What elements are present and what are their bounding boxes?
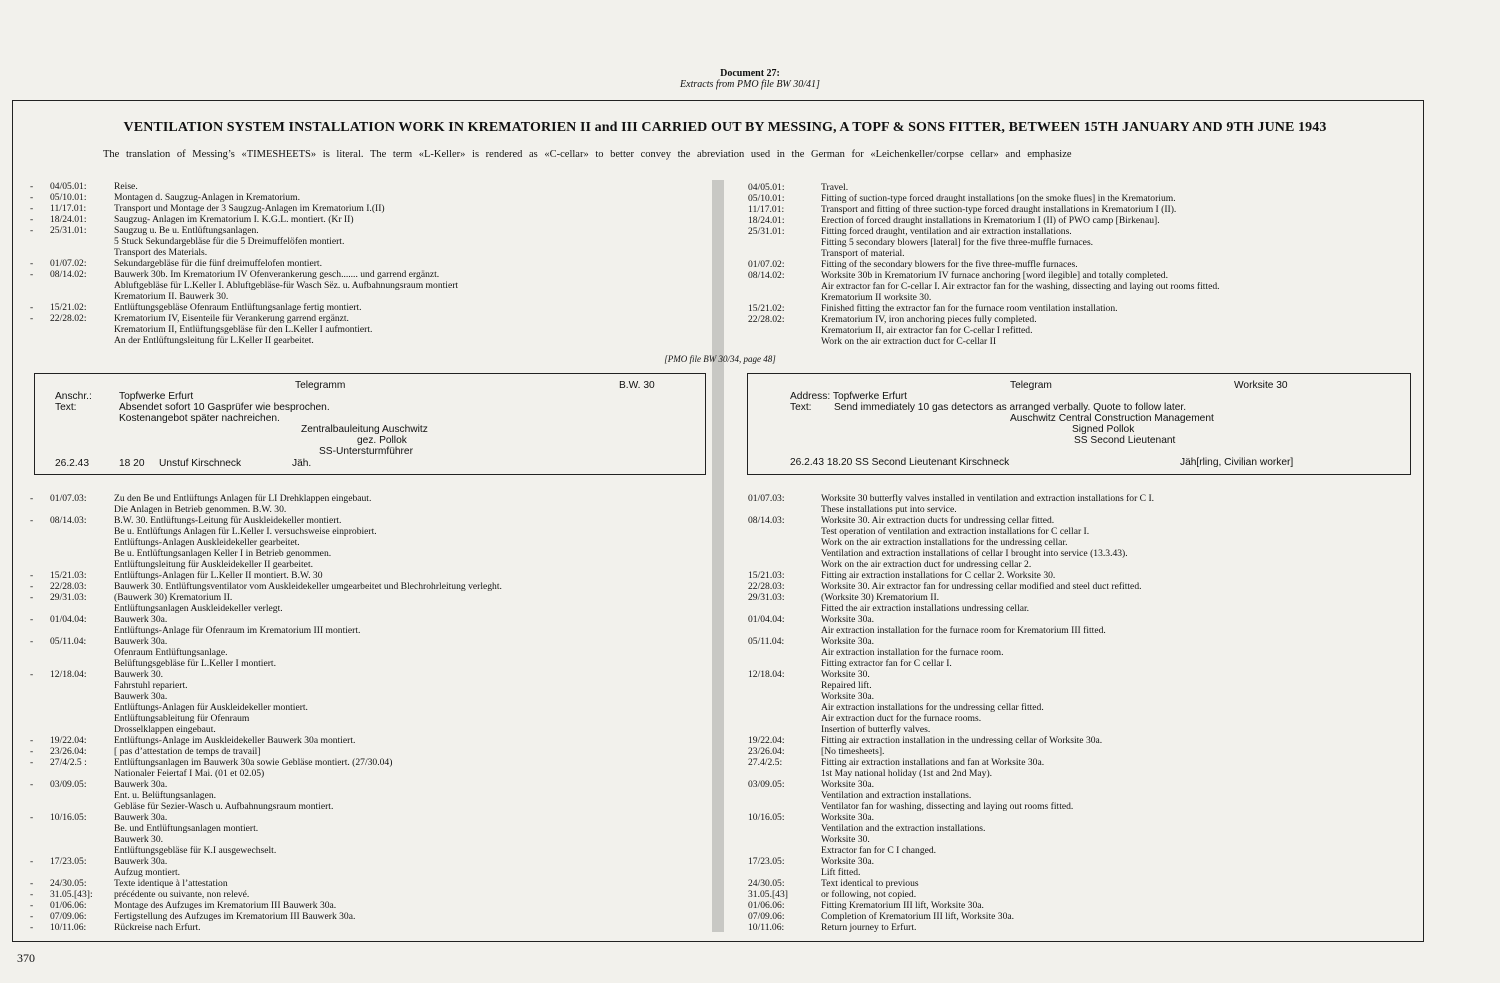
entry-line: Air extraction installation for the furnace room. — [821, 647, 1004, 658]
entry-line: Be. und Entlüftungsanlagen montiert. — [114, 823, 259, 834]
entry-date: 12/18.04: — [50, 669, 87, 680]
telegram-title: Telegramm — [295, 380, 346, 391]
timesheet-entry — [12, 203, 458, 214]
telegram-date: 26.2.43 — [55, 458, 89, 469]
entry-line: Krematorium II worksite 30. — [821, 292, 932, 303]
telegram-bw: B.W. 30 — [619, 380, 655, 391]
document-caption — [0, 68, 1500, 90]
entry-line: Krematorium IV, Eisenteile für Verankerung garrend ergänzt. — [114, 313, 349, 324]
timesheet-entry — [12, 922, 502, 933]
entry-date: 17/23.05: — [50, 856, 87, 867]
entry-line: Bauwerk 30. — [114, 834, 164, 845]
bullet-dash: - — [30, 493, 34, 504]
timesheet-entry — [748, 515, 1154, 570]
signature-line3: SS-Untersturmführer — [319, 446, 413, 457]
entry-date: 01/06.06: — [50, 900, 87, 911]
entry-line: Gebläse für Sezier-Wasch u. Aufbahnungsraum montiert. — [114, 801, 334, 812]
german-timesheet-top — [12, 181, 458, 346]
text-label: Text: — [790, 402, 812, 413]
entry-date: 19/22.04: — [50, 735, 87, 746]
signature-line3: SS Second Lieutenant — [1074, 435, 1176, 446]
document-number: Document 27: — [720, 68, 780, 79]
entry-date: 22/28.02: — [748, 314, 785, 325]
entry-date: 08/14.03: — [748, 515, 785, 526]
entry-line: Erection of forced draught installations in Krematorium I (II) of PWO camp [Birkenau]. — [821, 215, 1160, 226]
entry-line: Fitting forced draught, ventilation and air extraction installations. — [821, 226, 1072, 237]
telegram-dateline: 26.2.43 18.20 SS Second Lieutenant Kirschneck — [790, 457, 1010, 468]
timesheet-entry — [748, 303, 1220, 314]
text-label: Text: — [55, 402, 77, 413]
entry-date: 08/14.02: — [50, 269, 87, 280]
entry-date: 24/30.05: — [50, 878, 87, 889]
telegram-english — [747, 373, 1411, 475]
entry-line: Entlüftungsanlagen im Bauwerk 30a sowie Gebläse montiert. (27/30.04) — [114, 757, 393, 768]
entry-line: Worksite 30. — [821, 669, 870, 680]
entry-date: 04/05.01: — [748, 182, 785, 193]
entry-line: Ent. u. Belüftungsanlagen. — [114, 790, 217, 801]
entry-line: Work on the air extraction duct for C-cellar II — [821, 336, 997, 347]
entry-line: Repaired lift. — [821, 680, 872, 691]
entry-line: Worksite 30 butterfly valves installed in ventilation and extraction installations for C I. — [821, 493, 1155, 504]
entry-date: 08/14.03: — [50, 515, 87, 526]
entry-line: Be u. Entlüftungs Anlagen für L.Keller I. versuchsweise einprobiert. — [114, 526, 377, 537]
telegram-time: 18 20 — [119, 458, 145, 469]
entry-line: Fertigstellung des Aufzuges im Krematorium III Bauwerk 30a. — [114, 911, 356, 922]
entry-line: Worksite 30a. — [821, 779, 875, 790]
entry-line: Bauwerk 30a. — [114, 691, 168, 702]
entry-line: Completion of Krematorium III lift, Worksite 30a. — [821, 911, 1015, 922]
entry-line: Ventilation and extraction installations of cellar I brought into service (13.3.43). — [821, 548, 1128, 559]
entry-line: Be u. Entlüftungsanlagen Keller I in Betrieb genommen. — [114, 548, 332, 559]
signature-line1: Zentralbauleitung Auschwitz — [301, 424, 428, 435]
entry-date: 01/04.04: — [748, 614, 785, 625]
entry-date: 10/16.05: — [748, 812, 785, 823]
telegram-text-line1: Absendet sofort 10 Gasprüfer wie besprochen. — [119, 402, 330, 413]
english-timesheet-bottom — [748, 493, 1154, 933]
address-label: Anschr.: — [55, 391, 92, 402]
entry-line: Entlüftungs-Anlagen Auskleidekeller gearbeitet. — [114, 537, 300, 548]
timesheet-entry — [12, 757, 502, 779]
entry-line: Work on the air extraction installations for the undressing cellar. — [821, 537, 1068, 548]
telegram-text-line2: Kostenangebot später nachreichen. — [119, 413, 280, 424]
timesheet-entry — [12, 614, 502, 636]
entry-line: Worksite 30a. — [821, 812, 875, 823]
timesheet-entry — [748, 889, 1154, 900]
timesheet-entry — [12, 181, 458, 192]
entry-line: Texte identique à l’attestation — [114, 878, 228, 889]
entry-line: Worksite 30a. — [821, 636, 875, 647]
timesheet-entry — [748, 636, 1154, 669]
entry-line: Worksite 30a. — [821, 691, 875, 702]
bullet-dash: - — [30, 181, 34, 192]
entry-line: Worksite 30a. — [821, 614, 875, 625]
entry-date: 01/07.02: — [748, 259, 785, 270]
entry-date: 15/21.02: — [50, 302, 87, 313]
signature-line2: gez. Pollok — [357, 435, 407, 446]
timesheet-entry — [748, 669, 1154, 735]
entry-line: Sekundargebläse für die fünf dreimuffelofen montiert. — [114, 258, 322, 269]
timesheet-entry — [12, 636, 502, 669]
entry-line: Ventilator fan for washing, dissecting and laying out rooms fitted. — [821, 801, 1074, 812]
entry-date: 31.05.[43] — [748, 889, 788, 900]
entry-line: Entlüftungs-Anlage im Auskleidekeller Bauwerk 30a montiert. — [114, 735, 356, 746]
timesheet-entry — [748, 493, 1154, 515]
entry-line: Return journey to Erfurt. — [821, 922, 917, 933]
telegram-text-line1: Send immediately 10 gas detectors as arranged verbally. Quote to follow later. — [834, 402, 1187, 413]
timesheet-entry — [748, 812, 1154, 856]
entry-date: 15/21.02: — [748, 303, 785, 314]
timesheet-entry — [12, 581, 502, 592]
bullet-dash: - — [30, 878, 34, 889]
bullet-dash: - — [30, 779, 34, 790]
entry-date: 25/31.01: — [50, 225, 87, 236]
entry-date: 29/31.03: — [50, 592, 87, 603]
timesheet-entry — [12, 258, 458, 269]
timesheet-entry — [748, 746, 1154, 757]
bullet-dash: - — [30, 636, 34, 647]
page-number: 370 — [17, 951, 35, 965]
entry-date: 05/10.01: — [50, 192, 87, 203]
entry-line: Ventilation and extraction installations. — [821, 790, 972, 801]
entry-line: Air extraction installation for the furnace room for Krematorium III fitted. — [821, 625, 1106, 636]
entry-date: 03/09.05: — [748, 779, 785, 790]
entry-line: Bauwerk 30. — [114, 669, 164, 680]
telegram-german — [34, 373, 706, 475]
entry-date: 22/28.02: — [50, 313, 87, 324]
entry-line: Finished fitting the extractor fan for the furnace room ventilation installation. — [821, 303, 1118, 314]
timesheet-entry — [748, 592, 1154, 614]
entry-date: 01/07.03: — [50, 493, 87, 504]
entry-date: 10/16.05: — [50, 812, 87, 823]
timesheet-entry — [748, 259, 1220, 270]
timesheet-entry — [12, 214, 458, 225]
entry-line: Bauwerk 30a. — [114, 856, 168, 867]
timesheet-entry — [748, 900, 1154, 911]
entry-date: 01/06.06: — [748, 900, 785, 911]
bullet-dash: - — [30, 757, 34, 768]
entry-line: Montagen d. Saugzug-Anlagen in Krematorium. — [114, 192, 300, 203]
entry-line: An der Entlüftungsleitung für L.Keller II gearbeitet. — [114, 335, 314, 346]
telegram-jah: Jäh. — [292, 458, 312, 469]
entry-line: Belüftungsgebläse für L.Keller I montiert. — [114, 658, 276, 669]
entry-line: Work on the air extraction duct for undressing cellar 2. — [821, 559, 1032, 570]
telegram-title: Telegram — [1010, 380, 1052, 391]
entry-line: Fitted the air extraction installations undressing cellar. — [821, 603, 1030, 614]
bullet-dash: - — [30, 592, 34, 603]
entry-line: Krematorium IV, iron anchoring pieces fully completed. — [821, 314, 1037, 325]
entry-line: Transport and fitting of three suction-type forced draught installations in Krematorium I (II). — [821, 204, 1177, 215]
telegram-bw: Worksite 30 — [1234, 380, 1288, 391]
entry-date: 17/23.05: — [748, 856, 785, 867]
timesheet-entry — [748, 270, 1220, 303]
entry-line: Travel. — [821, 182, 849, 193]
entry-date: 01/04.04: — [50, 614, 87, 625]
bullet-dash: - — [30, 269, 34, 280]
entry-date: 01/07.02: — [50, 258, 87, 269]
timesheet-entry — [748, 204, 1220, 215]
entry-line: These installations put into service. — [821, 504, 957, 515]
bullet-dash: - — [30, 735, 34, 746]
telegram-jah: Jäh[rling, Civilian worker] — [1180, 457, 1294, 468]
telegram-officer: Unstuf Kirschneck — [159, 458, 242, 469]
entry-line: Entlüftungs-Anlagen für Auskleidekeller montiert. — [114, 702, 308, 713]
entry-line: Bauwerk 30a. — [114, 812, 168, 823]
entry-date: 22/28.03: — [50, 581, 87, 592]
timesheet-entry — [12, 900, 502, 911]
timesheet-entry — [748, 226, 1220, 259]
entry-line: Worksite 30a. — [821, 856, 875, 867]
entry-line: Entlüftungsgebläse Ofenraum Entlüftungsanlage fertig montiert. — [114, 302, 362, 313]
entry-line: Bauwerk 30a. — [114, 614, 168, 625]
entry-line: Transport und Montage der 3 Saugzug-Anlagen im Krematorium I.(II) — [114, 203, 385, 214]
entry-line: Saugzug u. Be u. Entlüftungsanlagen. — [114, 225, 259, 236]
entry-date: 15/21.03: — [50, 570, 87, 581]
english-timesheet-top — [748, 182, 1220, 347]
entry-line: Worksite 30. — [821, 834, 870, 845]
entry-date: 23/26.04: — [748, 746, 785, 757]
entry-date: 18/24.01: — [748, 215, 785, 226]
bullet-dash: - — [30, 302, 34, 313]
entry-line: Entlüftungsableitung für Ofenraum — [114, 713, 250, 724]
entry-line: Ofenraum Entlüftungsanlage. — [114, 647, 228, 658]
entry-line: [ pas d’attestation de temps de travail] — [114, 746, 261, 757]
address-value: Topfwerke Erfurt — [119, 391, 194, 402]
entry-line: Reise. — [114, 181, 138, 192]
timesheet-entry — [748, 779, 1154, 812]
timesheet-entry — [12, 812, 502, 856]
entry-line: Drosselklappen eingebaut. — [114, 724, 216, 735]
entry-date: 24/30.05: — [748, 878, 785, 889]
german-timesheet-bottom — [12, 493, 502, 933]
entry-line: Worksite 30. Air extractor fan for undressing cellar modified and steel duct refitted. — [821, 581, 1142, 592]
entry-line: Fitting extractor fan for C cellar I. — [821, 658, 952, 669]
entry-line: Air extractor fan for C-cellar I. Air extractor fan for the washing, dissecting and laying out rooms fitted. — [821, 281, 1220, 292]
entry-line: Fitting air extraction installation in the undressing cellar of Worksite 30a. — [821, 735, 1103, 746]
timesheet-entry — [12, 746, 502, 757]
bullet-dash: - — [30, 669, 34, 680]
entry-date: 31.05.[43]: — [50, 889, 93, 900]
document-source: Extracts from PMO file BW 30/41] — [680, 79, 820, 90]
bullet-dash: - — [30, 812, 34, 823]
entry-date: 05/11.04: — [50, 636, 87, 647]
entry-date: 08/14.02: — [748, 270, 785, 281]
entry-date: 19/22.04: — [748, 735, 785, 746]
timesheet-entry — [748, 735, 1154, 746]
entry-date: 22/28.03: — [748, 581, 785, 592]
entry-line: Krematorium II. Bauwerk 30. — [114, 291, 229, 302]
address-line: Address: Topfwerke Erfurt — [790, 391, 908, 402]
entry-line: Fitting 5 secondary blowers [lateral] for the five three-muffle furnaces. — [821, 237, 1094, 248]
entry-line: Bauwerk 30a. — [114, 636, 168, 647]
timesheet-entry — [748, 757, 1154, 779]
timesheet-entry — [12, 856, 502, 878]
entry-line: Abluftgebläse für L.Keller I. Abluftgebläse-für Wasch Sëz. u. Aufbahnungsraum montiert — [114, 280, 459, 291]
entry-date: 10/11.06: — [50, 922, 87, 933]
entry-line: Entlüftungs-Anlage für Ofenraum im Krematorium III montiert. — [114, 625, 361, 636]
bullet-dash: - — [30, 515, 34, 526]
bullet-dash: - — [30, 258, 34, 269]
timesheet-entry — [12, 493, 502, 515]
entry-date: 15/21.03: — [748, 570, 785, 581]
entry-line: B.W. 30. Entlüftungs-Leitung für Auskleidekeller montiert. — [114, 515, 342, 526]
entry-date: 25/31.01: — [748, 226, 785, 237]
entry-date: 05/10.01: — [748, 193, 785, 204]
entry-line: Fahrstuhl repariert. — [114, 680, 188, 691]
entry-line: précédente ou suivante, non relevé. — [114, 889, 250, 900]
entry-line: Fitting air extraction installations and fan at Worksite 30a. — [821, 757, 1045, 768]
entry-line: Saugzug- Anlagen im Krematorium I. K.G.L. montiert. (Kr II) — [114, 214, 354, 225]
entry-line: Nationaler Feiertaf I Mai. (01 et 02.05) — [114, 768, 265, 779]
entry-line: Entlüftungsleitung für Auskleidekeller II gearbeitet. — [114, 559, 314, 570]
bullet-dash: - — [30, 856, 34, 867]
entry-line: Extractor fan for C I changed. — [821, 845, 937, 856]
timesheet-entry — [12, 779, 502, 812]
entry-line: [No timesheets]. — [821, 746, 885, 757]
bullet-dash: - — [30, 570, 34, 581]
timesheet-entry — [12, 570, 502, 581]
timesheet-entry — [748, 314, 1220, 347]
entry-date: 07/09.06: — [748, 911, 785, 922]
entry-line: (Bauwerk 30) Krematorium II. — [114, 592, 233, 603]
timesheet-entry — [12, 515, 502, 570]
entry-line: Worksite 30b in Krematorium IV furnace anchoring [word ilegible] and totally completed. — [821, 270, 1168, 281]
entry-line: Bauwerk 30b. Im Krematorium IV Ofenverankerung gesch....... und garrend ergänzt. — [114, 269, 440, 280]
timesheet-entry — [748, 182, 1220, 193]
bullet-dash: - — [30, 911, 34, 922]
entry-line: 5 Stuck Sekundargebläse für die 5 Dreimuffelöfen montiert. — [114, 236, 345, 247]
entry-line: Rückreise nach Erfurt. — [114, 922, 201, 933]
entry-date: 11/17.01: — [748, 204, 785, 215]
entry-line: Fitting air extraction installations for C cellar 2. Worksite 30. — [821, 570, 1056, 581]
entry-line: Die Anlagen in Betrieb genommen. B.W. 30. — [114, 504, 287, 515]
timesheet-entry — [12, 889, 502, 900]
bullet-dash: - — [30, 203, 34, 214]
bullet-dash: - — [30, 746, 34, 757]
timesheet-entry — [748, 614, 1154, 636]
entry-line: Fitting of the secondary blowers for the five three-muffle furnaces. — [821, 259, 1078, 270]
entry-date: 23/26.04: — [50, 746, 87, 757]
entry-line: Worksite 30. Air extraction ducts for undressing cellar fitted. — [821, 515, 1055, 526]
timesheet-entry — [12, 302, 458, 313]
timesheet-entry — [12, 192, 458, 203]
timesheet-entry — [748, 922, 1154, 933]
entry-date: 07/09.06: — [50, 911, 87, 922]
entry-date: 04/05.01: — [50, 181, 87, 192]
timesheet-entry — [12, 313, 458, 346]
entry-line: Entlüftungsgebläse für K.I ausgewechselt. — [114, 845, 277, 856]
timesheet-entry — [748, 856, 1154, 878]
entry-line: Montage des Aufzuges im Krematorium III Bauwerk 30a. — [114, 900, 337, 911]
timesheet-entry — [748, 911, 1154, 922]
entry-line: Lift fitted. — [821, 867, 861, 878]
entry-date: 05/11.04: — [748, 636, 785, 647]
entry-date: 03/09.05: — [50, 779, 87, 790]
entry-date: 12/18.04: — [748, 669, 785, 680]
entry-line: Fitting Krematorium III lift, Worksite 30a. — [821, 900, 984, 911]
entry-date: 27/4/2.5 : — [50, 757, 87, 768]
entry-date: 18/24.01: — [50, 214, 87, 225]
timesheet-entry — [748, 193, 1220, 204]
signature-line2: Signed Pollok — [1072, 424, 1135, 435]
entry-line: Insertion of butterfly valves. — [821, 724, 931, 735]
signature-line1: Auschwitz Central Construction Management — [1010, 413, 1214, 424]
timesheet-entry — [748, 878, 1154, 889]
timesheet-entry — [12, 225, 458, 258]
entry-line: Krematorium II, Entlüftungsgebläse für den L.Keller I aufmontiert. — [114, 324, 373, 335]
entry-line: Air extraction duct for the furnace rooms. — [821, 713, 982, 724]
entry-line: Krematorium II, air extractor fan for C-cellar I refitted. — [821, 325, 1033, 336]
entry-line: Fitting of suction-type forced draught installations [on the smoke flues] in the Krematorium. — [821, 193, 1176, 204]
entry-line: Aufzug montiert. — [114, 867, 181, 878]
entry-line: Entlüftungs-Anlagen für L.Keller II montiert. B.W. 30 — [114, 570, 323, 581]
bullet-dash: - — [30, 313, 34, 324]
entry-date: 11/17.01: — [50, 203, 87, 214]
timesheet-entry — [12, 592, 502, 614]
bullet-dash: - — [30, 192, 34, 203]
entry-date: 27.4/2.5: — [748, 757, 783, 768]
bullet-dash: - — [30, 900, 34, 911]
entry-line: Entlüftungsanlagen Auskleidekeller verlegt. — [114, 603, 283, 614]
timesheet-entry — [12, 735, 502, 746]
bullet-dash: - — [30, 225, 34, 236]
timesheet-entry — [748, 570, 1154, 581]
timesheet-entry — [12, 669, 502, 735]
entry-date: 10/11.06: — [748, 922, 785, 933]
source-note: [PMO file BW 30/34, page 48] — [664, 354, 776, 364]
entry-date: 29/31.03: — [748, 592, 785, 603]
entry-line: Test operation of ventilation and extraction installations for C cellar I. — [821, 526, 1090, 537]
bullet-dash: - — [30, 214, 34, 225]
bullet-dash: - — [30, 922, 34, 933]
timesheet-entry — [12, 878, 502, 889]
page-title: VENTILATION SYSTEM INSTALLATION WORK IN KREMATORIEN II and III CARRIED OUT BY MESSING, A TOPF & SONS FITTER, BETWEEN 15TH JANUARY AND 9TH JUNE 1943 — [123, 120, 1327, 135]
entry-line: Zu den Be und Entlüftungs Anlagen für LI Drehklappen eingebaut. — [114, 493, 372, 504]
entry-line: (Worksite 30) Krematorium II. — [821, 592, 940, 603]
entry-line: or following, not copied. — [821, 889, 917, 900]
column-divider — [712, 180, 724, 932]
entry-line: Text identical to previous — [821, 878, 919, 889]
timesheet-entry — [748, 581, 1154, 592]
entry-line: Bauwerk 30. Entlüftungsventilator vom Auskleidekeller umgearbeitet und Blechrohrleitung verleght. — [114, 581, 502, 592]
entry-line: 1st May national holiday (1st and 2nd May). — [821, 768, 993, 779]
timesheet-entry — [748, 215, 1220, 226]
entry-date: 01/07.03: — [748, 493, 785, 504]
entry-line: Bauwerk 30a. — [114, 779, 168, 790]
entry-line: Transport des Materials. — [114, 247, 208, 258]
intro-paragraph: The translation of Messing’s «TIMESHEETS» is literal. The term «L-Keller» is rendered as «C-cellar» to better convey the abreviation used in the German for «Leichenkeller/corpse cellar» and emphasize — [103, 149, 1072, 160]
entry-line: Air extraction installations for the undressing cellar fitted. — [821, 702, 1044, 713]
timesheet-entry — [12, 911, 502, 922]
entry-line: Transport of material. — [821, 248, 905, 259]
entry-line: Ventilation and the extraction installations. — [821, 823, 986, 834]
timesheet-entry — [12, 269, 458, 302]
bullet-dash: - — [30, 581, 34, 592]
bullet-dash: - — [30, 614, 34, 625]
bullet-dash: - — [30, 889, 34, 900]
